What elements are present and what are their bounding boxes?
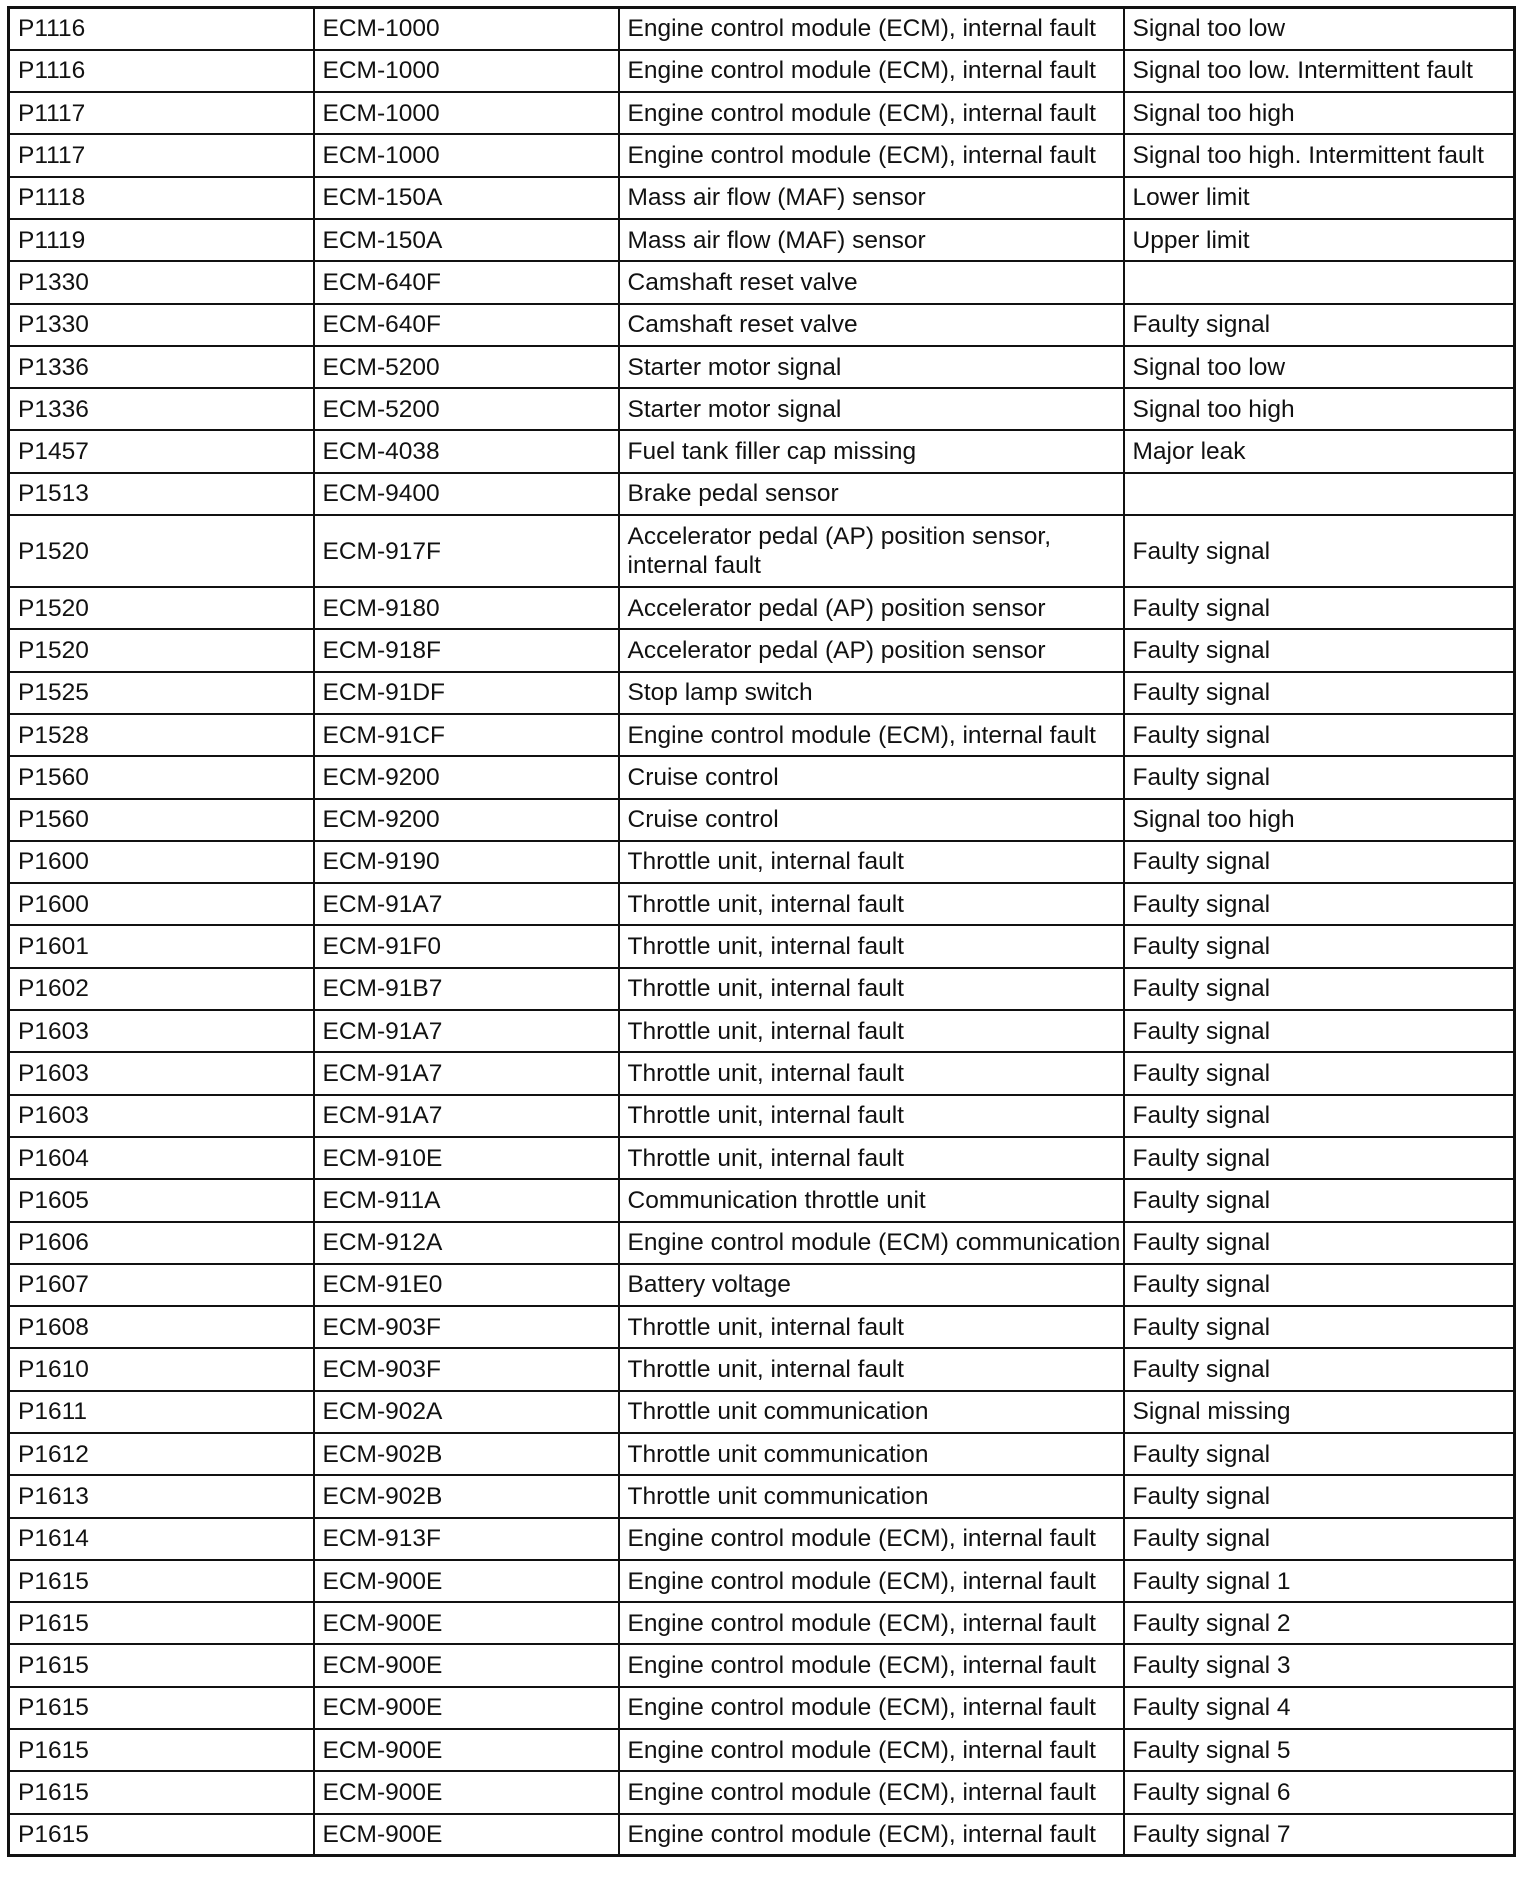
ecm-code-cell: ECM-9180 <box>314 587 619 629</box>
table-row <box>9 219 1515 261</box>
status-cell: Major leak <box>1124 430 1515 472</box>
table-row <box>9 177 1515 219</box>
table-row <box>9 1264 1515 1306</box>
table-row <box>9 430 1515 472</box>
status-cell: Faulty signal <box>1124 841 1515 883</box>
status-cell: Faulty signal <box>1124 1052 1515 1094</box>
dtc-code-cell: P1330 <box>9 261 314 303</box>
dtc-code-cell: P1615 <box>9 1814 314 1856</box>
table-row <box>9 841 1515 883</box>
status-cell: Lower limit <box>1124 177 1515 219</box>
status-cell: Signal too high <box>1124 92 1515 134</box>
description-cell: Cruise control <box>619 799 1124 841</box>
ecm-code-cell: ECM-1000 <box>314 50 619 92</box>
table-row <box>9 1433 1515 1475</box>
description-cell: Throttle unit, internal fault <box>619 1348 1124 1390</box>
description-cell: Engine control module (ECM), internal fault <box>619 1729 1124 1771</box>
dtc-code-cell: P1615 <box>9 1687 314 1729</box>
dtc-code-cell: P1117 <box>9 134 314 176</box>
dtc-code-cell: P1520 <box>9 587 314 629</box>
dtc-code-cell: P1605 <box>9 1179 314 1221</box>
ecm-code-cell: ECM-917F <box>314 515 619 587</box>
table-row <box>9 925 1515 967</box>
status-cell: Upper limit <box>1124 219 1515 261</box>
table-row <box>9 756 1515 798</box>
description-cell: Camshaft reset valve <box>619 261 1124 303</box>
table-row <box>9 92 1515 134</box>
dtc-code-cell: P1615 <box>9 1560 314 1602</box>
ecm-code-cell: ECM-902B <box>314 1475 619 1517</box>
status-cell: Faulty signal <box>1124 1475 1515 1517</box>
ecm-code-cell: ECM-903F <box>314 1348 619 1390</box>
table-row <box>9 1729 1515 1771</box>
table-row <box>9 50 1515 92</box>
table-row <box>9 1814 1515 1856</box>
table-row <box>9 1052 1515 1094</box>
ecm-code-cell: ECM-9400 <box>314 473 619 515</box>
description-cell: Fuel tank filler cap missing <box>619 430 1124 472</box>
ecm-code-cell: ECM-900E <box>314 1729 619 1771</box>
table-row <box>9 587 1515 629</box>
status-cell: Faulty signal <box>1124 515 1515 587</box>
dtc-code-cell: P1615 <box>9 1771 314 1813</box>
status-cell: Faulty signal 6 <box>1124 1771 1515 1813</box>
description-cell: Battery voltage <box>619 1264 1124 1306</box>
ecm-code-cell: ECM-900E <box>314 1814 619 1856</box>
status-cell: Faulty signal <box>1124 587 1515 629</box>
status-cell: Faulty signal <box>1124 714 1515 756</box>
table-row <box>9 515 1515 587</box>
table-row <box>9 1179 1515 1221</box>
dtc-code-cell: P1602 <box>9 968 314 1010</box>
dtc-table-body <box>9 8 1515 1856</box>
dtc-code-cell: P1116 <box>9 8 314 50</box>
dtc-code-cell: P1603 <box>9 1010 314 1052</box>
description-cell: Engine control module (ECM), internal fault <box>619 50 1124 92</box>
status-cell: Faulty signal <box>1124 304 1515 346</box>
table-row <box>9 1602 1515 1644</box>
status-cell: Faulty signal <box>1124 968 1515 1010</box>
ecm-code-cell: ECM-903F <box>314 1306 619 1348</box>
description-cell: Camshaft reset valve <box>619 304 1124 346</box>
status-cell: Signal too high <box>1124 799 1515 841</box>
description-cell: Engine control module (ECM), internal fault <box>619 1687 1124 1729</box>
dtc-code-cell: P1601 <box>9 925 314 967</box>
ecm-code-cell: ECM-900E <box>314 1771 619 1813</box>
dtc-code-cell: P1119 <box>9 219 314 261</box>
status-cell: Faulty signal 5 <box>1124 1729 1515 1771</box>
dtc-code-cell: P1117 <box>9 92 314 134</box>
ecm-code-cell: ECM-1000 <box>314 8 619 50</box>
dtc-code-cell: P1528 <box>9 714 314 756</box>
ecm-code-cell: ECM-5200 <box>314 346 619 388</box>
table-row <box>9 672 1515 714</box>
status-cell: Faulty signal 1 <box>1124 1560 1515 1602</box>
status-cell: Signal too low <box>1124 8 1515 50</box>
description-cell: Starter motor signal <box>619 388 1124 430</box>
description-cell: Engine control module (ECM), internal fault <box>619 1560 1124 1602</box>
description-cell: Engine control module (ECM), internal fault <box>619 1518 1124 1560</box>
status-cell: Signal too high. Intermittent fault <box>1124 134 1515 176</box>
dtc-code-cell: P1615 <box>9 1729 314 1771</box>
table-row <box>9 1560 1515 1602</box>
ecm-code-cell: ECM-91F0 <box>314 925 619 967</box>
ecm-code-cell: ECM-150A <box>314 219 619 261</box>
table-row <box>9 1391 1515 1433</box>
status-cell: Faulty signal <box>1124 883 1515 925</box>
dtc-code-cell: P1525 <box>9 672 314 714</box>
description-cell: Throttle unit communication <box>619 1391 1124 1433</box>
status-cell: Faulty signal <box>1124 629 1515 671</box>
description-cell: Throttle unit, internal fault <box>619 883 1124 925</box>
description-cell: Engine control module (ECM) communication <box>619 1222 1124 1264</box>
status-cell: Faulty signal <box>1124 756 1515 798</box>
dtc-code-cell: P1603 <box>9 1095 314 1137</box>
dtc-code-cell: P1118 <box>9 177 314 219</box>
table-row <box>9 1687 1515 1729</box>
dtc-code-cell: P1613 <box>9 1475 314 1517</box>
dtc-code-cell: P1604 <box>9 1137 314 1179</box>
table-row <box>9 629 1515 671</box>
dtc-code-cell: P1607 <box>9 1264 314 1306</box>
ecm-code-cell: ECM-91A7 <box>314 1052 619 1094</box>
table-row <box>9 1771 1515 1813</box>
ecm-code-cell: ECM-900E <box>314 1687 619 1729</box>
ecm-code-cell: ECM-91CF <box>314 714 619 756</box>
status-cell: Faulty signal <box>1124 1306 1515 1348</box>
status-cell: Faulty signal <box>1124 672 1515 714</box>
table-row <box>9 388 1515 430</box>
status-cell: Faulty signal <box>1124 1433 1515 1475</box>
dtc-code-cell: P1615 <box>9 1644 314 1686</box>
description-cell: Cruise control <box>619 756 1124 798</box>
table-row <box>9 1475 1515 1517</box>
ecm-code-cell: ECM-1000 <box>314 92 619 134</box>
ecm-code-cell: ECM-900E <box>314 1644 619 1686</box>
dtc-code-cell: P1520 <box>9 515 314 587</box>
table-row <box>9 714 1515 756</box>
status-cell: Faulty signal 2 <box>1124 1602 1515 1644</box>
dtc-code-cell: P1336 <box>9 388 314 430</box>
status-cell: Faulty signal 4 <box>1124 1687 1515 1729</box>
description-cell: Throttle unit, internal fault <box>619 1306 1124 1348</box>
description-cell: Engine control module (ECM), internal fault <box>619 8 1124 50</box>
ecm-code-cell: ECM-9200 <box>314 756 619 798</box>
status-cell: Faulty signal <box>1124 1095 1515 1137</box>
dtc-code-cell: P1600 <box>9 883 314 925</box>
description-cell: Throttle unit, internal fault <box>619 968 1124 1010</box>
ecm-code-cell: ECM-91B7 <box>314 968 619 1010</box>
ecm-code-cell: ECM-9190 <box>314 841 619 883</box>
table-row <box>9 346 1515 388</box>
ecm-code-cell: ECM-912A <box>314 1222 619 1264</box>
ecm-code-cell: ECM-910E <box>314 1137 619 1179</box>
dtc-code-cell: P1513 <box>9 473 314 515</box>
description-cell: Mass air flow (MAF) sensor <box>619 219 1124 261</box>
status-cell: Faulty signal <box>1124 1179 1515 1221</box>
description-cell: Engine control module (ECM), internal fault <box>619 1644 1124 1686</box>
description-cell: Communication throttle unit <box>619 1179 1124 1221</box>
ecm-code-cell: ECM-5200 <box>314 388 619 430</box>
table-row <box>9 1518 1515 1560</box>
status-cell: Faulty signal <box>1124 1222 1515 1264</box>
description-cell: Throttle unit, internal fault <box>619 1137 1124 1179</box>
description-cell: Engine control module (ECM), internal fault <box>619 1814 1124 1856</box>
status-cell: Signal too low. Intermittent fault <box>1124 50 1515 92</box>
ecm-code-cell: ECM-900E <box>314 1602 619 1644</box>
description-cell: Throttle unit communication <box>619 1475 1124 1517</box>
status-cell: Faulty signal 3 <box>1124 1644 1515 1686</box>
dtc-code-cell: P1330 <box>9 304 314 346</box>
dtc-table <box>7 6 1516 1857</box>
status-cell: Signal too high <box>1124 388 1515 430</box>
ecm-code-cell: ECM-640F <box>314 304 619 346</box>
ecm-code-cell: ECM-4038 <box>314 430 619 472</box>
description-cell: Throttle unit, internal fault <box>619 1052 1124 1094</box>
status-cell: Faulty signal <box>1124 1348 1515 1390</box>
ecm-code-cell: ECM-902A <box>314 1391 619 1433</box>
table-row <box>9 1306 1515 1348</box>
dtc-code-cell: P1615 <box>9 1602 314 1644</box>
description-cell: Mass air flow (MAF) sensor <box>619 177 1124 219</box>
table-row <box>9 304 1515 346</box>
table-row <box>9 1222 1515 1264</box>
description-cell: Accelerator pedal (AP) position sensor, internal fault <box>619 515 1124 587</box>
dtc-code-cell: P1612 <box>9 1433 314 1475</box>
ecm-code-cell: ECM-913F <box>314 1518 619 1560</box>
ecm-code-cell: ECM-91A7 <box>314 1095 619 1137</box>
table-row <box>9 8 1515 50</box>
dtc-code-cell: P1560 <box>9 756 314 798</box>
description-cell: Engine control module (ECM), internal fault <box>619 1771 1124 1813</box>
dtc-code-cell: P1116 <box>9 50 314 92</box>
description-cell: Engine control module (ECM), internal fault <box>619 92 1124 134</box>
table-row <box>9 1095 1515 1137</box>
dtc-code-cell: P1336 <box>9 346 314 388</box>
description-cell: Throttle unit, internal fault <box>619 925 1124 967</box>
status-cell: Faulty signal <box>1124 1518 1515 1560</box>
description-cell: Engine control module (ECM), internal fault <box>619 134 1124 176</box>
dtc-code-cell: P1600 <box>9 841 314 883</box>
status-cell: Faulty signal <box>1124 925 1515 967</box>
ecm-code-cell: ECM-918F <box>314 629 619 671</box>
description-cell: Throttle unit, internal fault <box>619 1010 1124 1052</box>
description-cell: Engine control module (ECM), internal fault <box>619 714 1124 756</box>
ecm-code-cell: ECM-91E0 <box>314 1264 619 1306</box>
table-row <box>9 473 1515 515</box>
dtc-code-cell: P1608 <box>9 1306 314 1348</box>
table-row <box>9 1348 1515 1390</box>
description-cell: Accelerator pedal (AP) position sensor <box>619 629 1124 671</box>
ecm-code-cell: ECM-91A7 <box>314 1010 619 1052</box>
description-cell: Stop lamp switch <box>619 672 1124 714</box>
dtc-code-cell: P1606 <box>9 1222 314 1264</box>
description-cell: Throttle unit, internal fault <box>619 1095 1124 1137</box>
description-cell: Brake pedal sensor <box>619 473 1124 515</box>
status-cell <box>1124 473 1515 515</box>
table-row <box>9 968 1515 1010</box>
status-cell: Faulty signal <box>1124 1010 1515 1052</box>
ecm-code-cell: ECM-900E <box>314 1560 619 1602</box>
dtc-code-cell: P1610 <box>9 1348 314 1390</box>
table-row <box>9 1137 1515 1179</box>
status-cell: Faulty signal 7 <box>1124 1814 1515 1856</box>
status-cell: Signal too low <box>1124 346 1515 388</box>
ecm-code-cell: ECM-91A7 <box>314 883 619 925</box>
ecm-code-cell: ECM-902B <box>314 1433 619 1475</box>
dtc-code-cell: P1560 <box>9 799 314 841</box>
table-row <box>9 1010 1515 1052</box>
ecm-code-cell: ECM-911A <box>314 1179 619 1221</box>
ecm-code-cell: ECM-9200 <box>314 799 619 841</box>
description-cell: Starter motor signal <box>619 346 1124 388</box>
dtc-code-cell: P1603 <box>9 1052 314 1094</box>
table-row <box>9 1644 1515 1686</box>
table-row <box>9 883 1515 925</box>
dtc-code-cell: P1520 <box>9 629 314 671</box>
description-cell: Engine control module (ECM), internal fault <box>619 1602 1124 1644</box>
dtc-code-cell: P1457 <box>9 430 314 472</box>
ecm-code-cell: ECM-640F <box>314 261 619 303</box>
table-row <box>9 799 1515 841</box>
ecm-code-cell: ECM-91DF <box>314 672 619 714</box>
table-row <box>9 134 1515 176</box>
description-cell: Throttle unit communication <box>619 1433 1124 1475</box>
status-cell: Faulty signal <box>1124 1137 1515 1179</box>
ecm-code-cell: ECM-1000 <box>314 134 619 176</box>
status-cell: Faulty signal <box>1124 1264 1515 1306</box>
description-cell: Throttle unit, internal fault <box>619 841 1124 883</box>
status-cell: Signal missing <box>1124 1391 1515 1433</box>
dtc-code-cell: P1614 <box>9 1518 314 1560</box>
ecm-code-cell: ECM-150A <box>314 177 619 219</box>
status-cell <box>1124 261 1515 303</box>
description-cell: Accelerator pedal (AP) position sensor <box>619 587 1124 629</box>
table-row <box>9 261 1515 303</box>
dtc-code-cell: P1611 <box>9 1391 314 1433</box>
